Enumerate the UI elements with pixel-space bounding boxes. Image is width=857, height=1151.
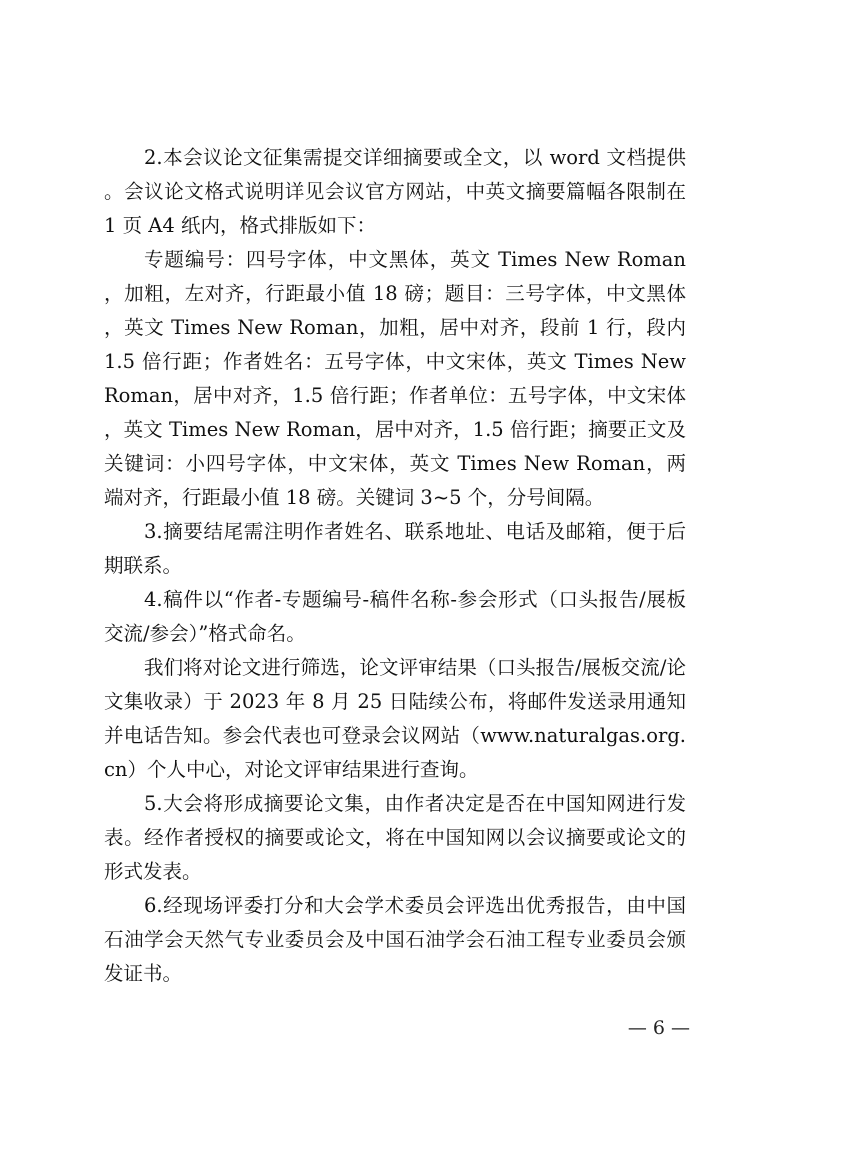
paragraph-awards: 6.经现场评委打分和大会学术委员会评选出优秀报告，由中国石油学会天然气专业委员会及中国石油学会石油工程专业委员会颁发证书。	[104, 894, 686, 985]
page-number: — 6 —	[627, 1017, 690, 1039]
paragraph-author-contact: 3.摘要结尾需注明作者姓名、联系地址、电话及邮箱，便于后期联系。	[104, 520, 686, 577]
paragraph-publication: 5.大会将形成摘要论文集，由作者决定是否在中国知网进行发表。经作者授权的摘要或论文，将在中国知网以会议摘要或论文的形式发表。	[104, 792, 686, 883]
paragraph-format-specification: 专题编号：四号字体，中文黑体，英文 Times New Roman，加粗，左对齐，行距最小值 18 磅；题目：三号字体，中文黑体，英文 Times New Roman，加粗，居中对齐，段前 1 行，段内 1.5 倍行距；作者姓名：五号字体，中文宋体，英文 Times New Roman，居中对齐，1.5 倍行距；作者单位：五号字体，中文宋体，英文 Times New Roman，居中对齐，1.5 倍行距；摘要正文及关键词：小四号字体，中文宋体，英文 Times New Roman，两端对齐，行距最小值 18 磅。关键词 3~5 个，分号间隔。	[104, 248, 686, 509]
document-body	[104, 141, 686, 991]
paragraph-file-naming: 4.稿件以“作者-专题编号-稿件名称-参会形式（口头报告/展板交流/参会）”格式命名。	[104, 588, 686, 645]
paragraph-review-results: 我们将对论文进行筛选，论文评审结果（口头报告/展板交流/论文集收录）于 2023 年 8 月 25 日陆续公布，将邮件发送录用通知并电话告知。参会代表也可登录会议网站（www.naturalgas.org.cn）个人中心，对论文评审结果进行查询。	[104, 656, 686, 781]
paragraph-submission-requirements: 2.本会议论文征集需提交详细摘要或全文，以 word 文档提供。会议论文格式说明详见会议官方网站，中英文摘要篇幅各限制在 1 页 A4 纸内，格式排版如下：	[104, 146, 686, 237]
